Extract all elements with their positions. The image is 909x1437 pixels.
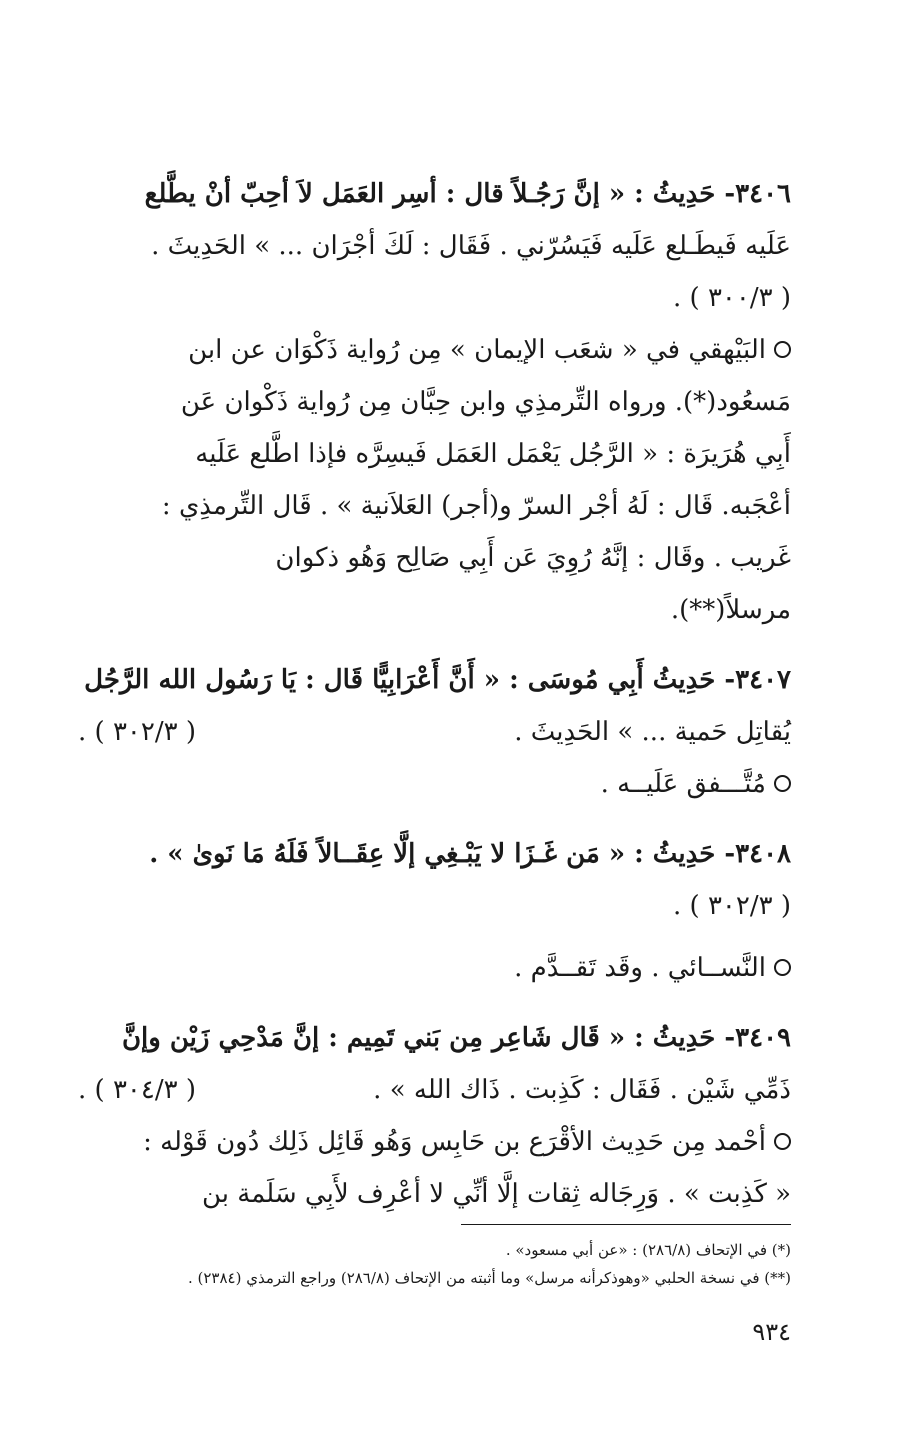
- comment-line: البَيْهقي في « شعَب الإيمان » مِن رُواية ذَكْوَان عن ابن: [78, 324, 791, 376]
- page-number: ٩٣٤: [752, 1318, 791, 1346]
- entry-line: ٣٤٠٦- حَدِيثُ : « إنَّ رَجُـلاً قال : أسِر العَمَل لاَ أحِبّ أنْ يطَّلع: [144, 179, 791, 209]
- comment-line: مُتَّـــفق عَلَيــه .: [78, 758, 791, 810]
- comment-line: مرسلاً(**).: [670, 595, 791, 625]
- comment-line: أحْمد مِن حَدِيث الأقْرَع بن حَابِس وَهُو قَائِل ذَلِك دُون قَوْله :: [78, 1116, 791, 1168]
- entry-line: ٣٤٠٩- حَدِيثُ : « قَال شَاعِر مِن بَني تَمِيم : إنَّ مَدْحِي زَيْن وإنَّ: [121, 1023, 791, 1053]
- circle-bullet-icon: [774, 775, 791, 792]
- takhrij-comment: [78, 324, 791, 636]
- takhrij-comment: [78, 942, 791, 994]
- volume-page-ref: ( ٣٠٢/٣ ) .: [78, 717, 196, 747]
- entry-line: عَلَيه فَيطَـلع عَلَيه فَيَسُرّني . فَقَال : لَكَ أجْرَان ... » الحَدِيثَ .: [151, 231, 791, 261]
- takhrij-comment: [78, 758, 791, 810]
- entry-3407: [78, 654, 791, 810]
- circle-bullet-icon: [774, 959, 791, 976]
- comment-line: غَريب . وقَال : إنَّهُ رُوِيَ عَن أَبِي صَالِح وَهُو ذكوان: [275, 543, 791, 573]
- volume-page-ref: ( ٣٠٢/٣ ) .: [673, 891, 791, 921]
- entry-3408: [78, 828, 791, 994]
- comment-line: أَبِي هُرَيرَة : « الرَّجُل يَعْمَل العَمَل فَيسِرَّه فإذا اطَّلع عَلَيه: [195, 439, 791, 469]
- circle-bullet-icon: [774, 341, 791, 358]
- footnote-divider: [461, 1224, 791, 1225]
- entry-3409: [78, 1012, 791, 1220]
- entry-line: ٣٤٠٨- حَدِيثُ : « مَن غَـزَا لا يَبْـغِي إلَّا عِقَــالاً فَلَهُ مَا نَوىٰ » .: [149, 839, 791, 869]
- comment-line: أعْجَبه. قَال : لَهُ أجْر السرّ و(أجر) العَلاَنية » . قَال التِّرمذِي :: [161, 491, 791, 521]
- takhrij-comment: [78, 1116, 791, 1220]
- main-text: [78, 168, 791, 1220]
- entry-3406: [78, 168, 791, 636]
- footnote: (**) في نسخة الحلبي «وهوذكرأنه مرسل» وما أثبته من الإتحاف (٢٨٦/٨) وراجع الترمذي (٢٣٨٤) .: [187, 1269, 791, 1287]
- volume-page-ref: ( ٣٠٠/٣ ) .: [673, 283, 791, 313]
- volume-page-ref: ( ٣٠٤/٣ ) .: [78, 1075, 196, 1105]
- circle-bullet-icon: [774, 1133, 791, 1150]
- comment-line: « كَذِبت » . وَرِجَاله ثِقات إلَّا أنِّي لا أعْرِف لأَبِي سَلَمة بن: [202, 1179, 791, 1209]
- entry-line: ذَمِّي شَيْن . فَقَال : كَذِبت . ذَاك الله » .: [373, 1075, 791, 1105]
- entry-line-with-ref: [78, 706, 791, 758]
- comment-line: النَّســائي . وقَد تَقــدَّم .: [78, 942, 791, 994]
- entry-line: يُقاتِل حَمية ... » الحَدِيثَ .: [514, 717, 791, 747]
- entry-line-with-ref: [78, 1064, 791, 1116]
- footnote: (*) في الإتحاف (٢٨٦/٨) : «عن أبي مسعود» .: [505, 1241, 791, 1259]
- entry-line: ٣٤٠٧- حَدِيثُ أَبِي مُوسَى : « أَنَّ أَعْرَابِيًّا قَال : يَا رَسُول الله الرَّجُل: [84, 665, 791, 695]
- comment-line: مَسعُود(*). ورواه التِّرمذِي وابن حِبَّان مِن رُواية ذَكْوان عَن: [180, 387, 791, 417]
- footnotes: [78, 1236, 791, 1292]
